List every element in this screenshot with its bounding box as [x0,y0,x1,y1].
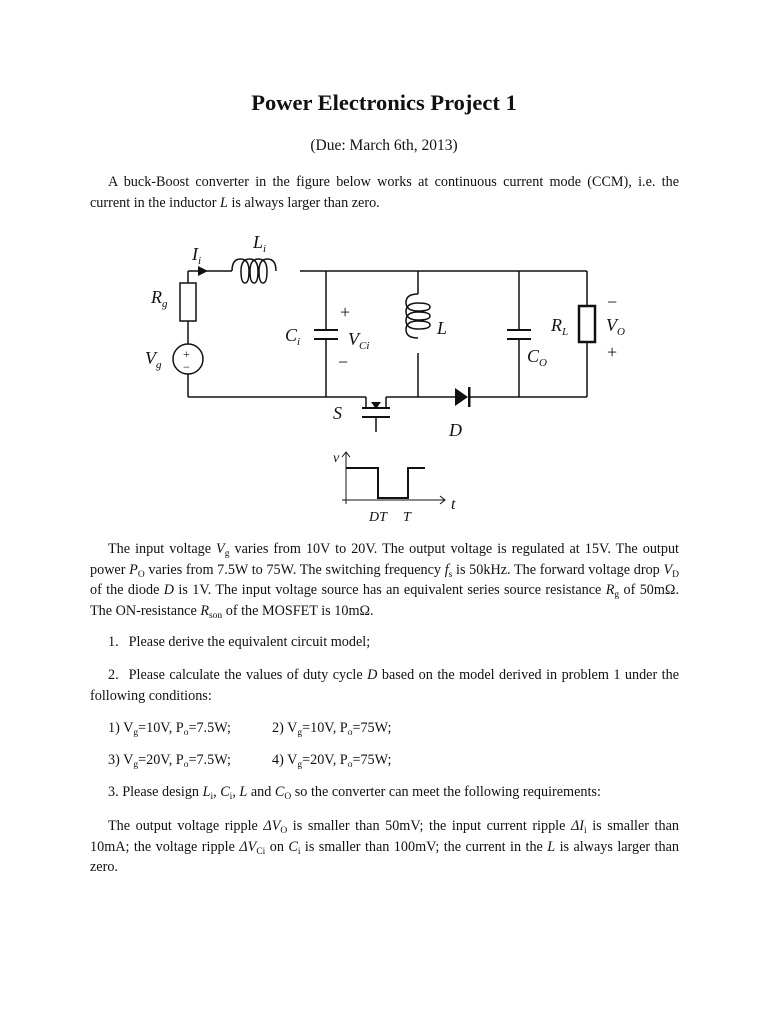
main-inductor [406,294,430,338]
input-inductor [232,259,276,283]
vo-minus-sign: − [607,292,618,312]
label-Vo: $V_O$ [606,315,625,338]
label-Vg: $V_g$ [145,348,162,371]
spec-paragraph: The input voltage $V_g$ varies from 10V to 20V. The output voltage is regulated at 15V. The output power $P_O$ varies from 7.5W to 75W. The switching frequency $f_s$ is 50kHz. The forward voltage drop $V_D$ of the diode D is 1V. The input voltage source has an equivalent series source resistance $R_g$ of 50mΩ. The ON-resistance $R_{son}$ of the MOSFET is 10mΩ. [90,541,680,621]
condition-1: 1) $V_g=10V$, $P_o=7.5W$; [108,720,231,738]
label-L: L [437,318,448,338]
source-resistor [180,283,196,321]
waveform-dt-label: DT [369,510,387,525]
diode-triangle [455,388,468,406]
page-title: Power Electronics Project 1 [251,90,517,115]
question-1: 1. Please derive the equivalent circuit model; [108,634,371,650]
label-CO: $C_O$ [527,346,547,369]
label-Ci: $C_i$ [285,325,301,348]
source-minus-sign: − [183,360,190,374]
intro-text-2: is always larger than zero. [227,194,380,211]
intro-text-1: A buck-Boost converter in the figure below works at continuous current mode (CCM), i.e. the current in the inductor [90,174,679,211]
waveform-v-label: v [333,451,340,466]
ci-minus-sign: − [338,352,349,372]
label-Rg: $R_g$ [151,287,168,310]
ci-plus-sign: + [340,302,351,322]
condition-3: 3) $V_g=20V$, $P_o=7.5W$; [108,752,231,770]
due-date: (Due: March 6th, 2013) [310,137,458,154]
label-Ii: $I_i$ [192,244,202,267]
label-Li: $L_i$ [253,232,267,255]
vo-plus-sign: + [607,342,618,362]
question-3: 3. Please design $L_i$, $C_i$, L and $C_O$ so the converter can meet the following requirements: [108,784,601,802]
label-RL: $R_L$ [551,315,569,338]
inductor-symbol: L [220,194,228,211]
condition-2: 2) $V_g=10V$, $P_o=75W$; [272,720,392,738]
label-S: S [333,403,342,423]
diode-bar [468,387,471,407]
label-D: D [449,420,462,440]
load-resistor [579,306,595,342]
waveform-t-label: t [451,496,456,513]
source-plus-sign: + [183,347,190,361]
requirements-paragraph: The output voltage ripple $\Delta V_O$ is smaller than 50mV; the input current ripple $\Delta I_i$ is smaller than 10mA; the voltage ripple $\Delta V_{Ci}$ on $C_i$ is smaller than 100mV; the current in the L is always larger than zero. [90,818,679,875]
gate-pulse [346,468,425,498]
condition-4: 4) $V_g=20V$, $P_o=75W$; [272,752,392,770]
question-2: 2. Please calculate the values of duty cycle D based on the model derived in problem 1 under the following conditions: [90,667,680,704]
label-VCi: $V_{Ci}$ [348,329,370,352]
current-arrow [198,266,208,276]
waveform-T-label: T [403,510,411,525]
